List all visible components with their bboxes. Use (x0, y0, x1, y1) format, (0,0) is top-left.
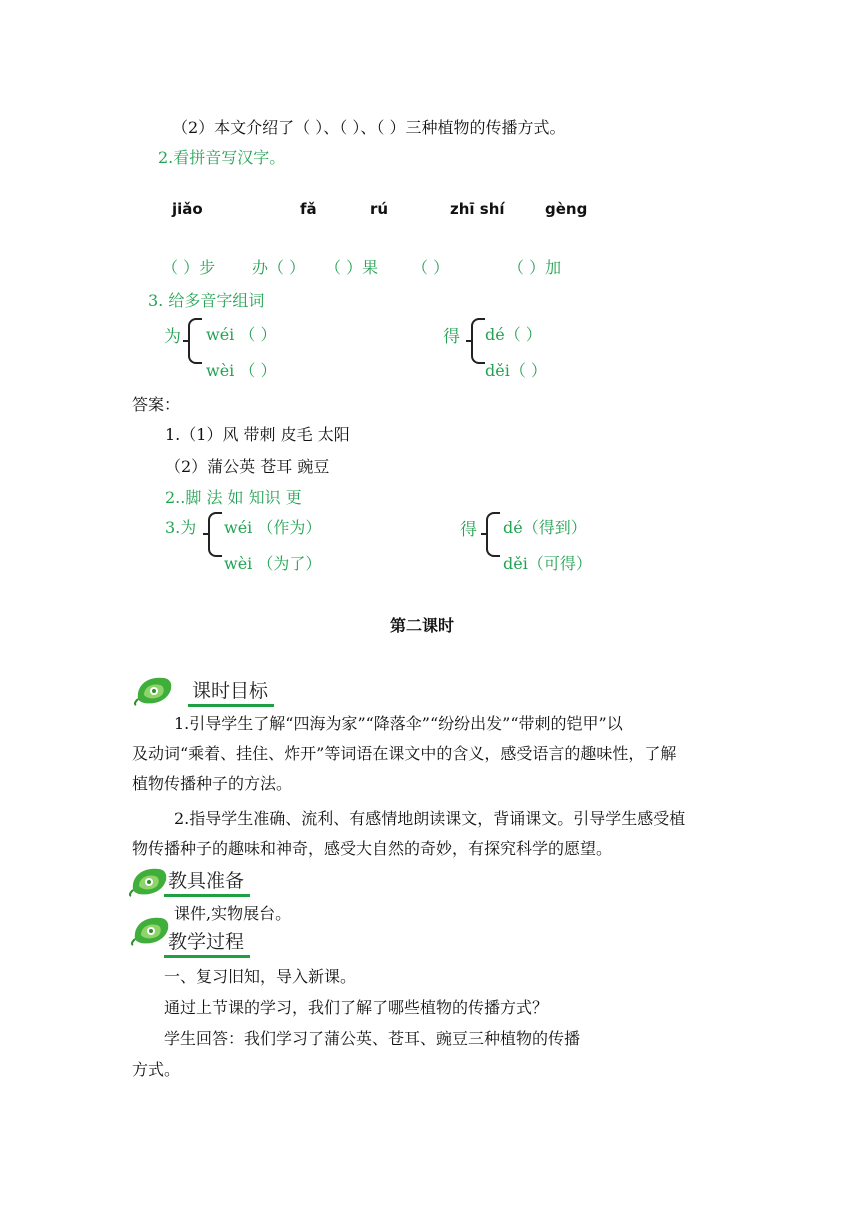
process-answer-line-2: 方式。 (132, 1060, 181, 1079)
brace-top (471, 318, 485, 342)
blank-4: （ ） (412, 258, 450, 277)
goal-2-line-2: 物传播种子的趣味和神奇，感受大自然的奇妙，有探究科学的愿望。 (132, 839, 613, 858)
goal-2-line-1: 2.指导学生准确、流利、有感情地朗读课文，背诵课文。引导学生感受植 (174, 809, 686, 828)
goal-1-line-1: 1.引导学生了解“四海为家”“降落伞”“纷纷出发”“带刺的铠甲”以 (174, 714, 623, 733)
process-heading-text: 教学过程 (168, 931, 245, 953)
heading-underline (188, 704, 274, 707)
goals-heading (192, 676, 268, 703)
answer-3-prefix: 3.为 (165, 518, 197, 537)
brace-top (486, 512, 500, 535)
answer-3-wei-2: wèi （为了） (224, 554, 322, 573)
process-answer-line-1: 学生回答：我们学习了蒲公英、苍耳、豌豆三种植物的传播 (164, 1029, 581, 1048)
leaf-icon (134, 673, 174, 707)
process-question: 通过上节课的学习，我们了解了哪些植物的传播方式？ (164, 998, 549, 1017)
blank-2: 办（ ） (252, 258, 306, 277)
brace-bottom (188, 340, 202, 364)
brace-bottom (471, 340, 485, 364)
goal-1-line-3: 植物传播种子的方法。 (132, 774, 293, 793)
poly-de-reading-2: děi（ ） (485, 361, 547, 380)
answer-3-wei-1: wéi （作为） (224, 518, 322, 537)
leaf-icon (129, 864, 169, 898)
leaf-icon (131, 913, 171, 947)
answer-3-char-de: 得 (460, 520, 477, 540)
question-3-title: 3. 给多音字组词 (148, 291, 265, 310)
brace-bottom (486, 533, 500, 557)
heading-underline (164, 894, 250, 897)
prep-heading (168, 866, 244, 893)
question-2-title: 2.看拼音写汉字。 (158, 148, 286, 167)
goal-1-line-2: 及动词“乘着、挂住、炸开”等词语在课文中的含义，感受语言的趣味性，了解 (132, 744, 677, 763)
answer-1: 1.（1）风 带刺 皮毛 太阳 (165, 425, 350, 444)
goals-heading-text: 课时目标 (192, 680, 269, 702)
brace-top (208, 512, 222, 535)
prep-text: 课件,实物展台。 (174, 904, 292, 923)
brace-bottom (208, 533, 222, 557)
answer-3-de-2: děi（可得） (503, 554, 592, 573)
pinyin-1: jiǎo (172, 200, 203, 218)
heading-underline (164, 955, 250, 958)
pinyin-3: rú (370, 200, 389, 218)
process-step-1: 一、复习旧知，导入新课。 (164, 967, 357, 986)
process-heading (168, 927, 244, 954)
poly-char-de: 得 (443, 327, 460, 347)
question-1-part-2: （2）本文介绍了（ ）、（ ）、（ ）三种植物的传播方式。 (172, 118, 566, 137)
answer-1-part-2: （2）蒲公英 苍耳 豌豆 (165, 457, 330, 476)
pinyin-5: gèng (545, 200, 588, 218)
blank-1: （ ）步 (162, 258, 216, 277)
answer-3-de-1: dé（得到） (503, 518, 587, 537)
lesson-title: 第二课时 (390, 616, 455, 635)
blank-3: （ ）果 (325, 258, 379, 277)
answers-label: 答案： (132, 395, 181, 414)
poly-char-wei: 为 (164, 327, 181, 347)
blank-5: （ ）加 (508, 258, 562, 277)
pinyin-4: zhī shí (450, 200, 505, 218)
poly-de-reading-1: dé（ ） (485, 325, 542, 344)
pinyin-2: fǎ (300, 200, 317, 218)
poly-wei-reading-1: wéi （ ） (206, 325, 277, 344)
poly-wei-reading-2: wèi （ ） (206, 361, 277, 380)
answer-2: 2..脚 法 如 知识 更 (165, 488, 302, 507)
brace-top (188, 318, 202, 342)
prep-heading-text: 教具准备 (168, 870, 245, 892)
